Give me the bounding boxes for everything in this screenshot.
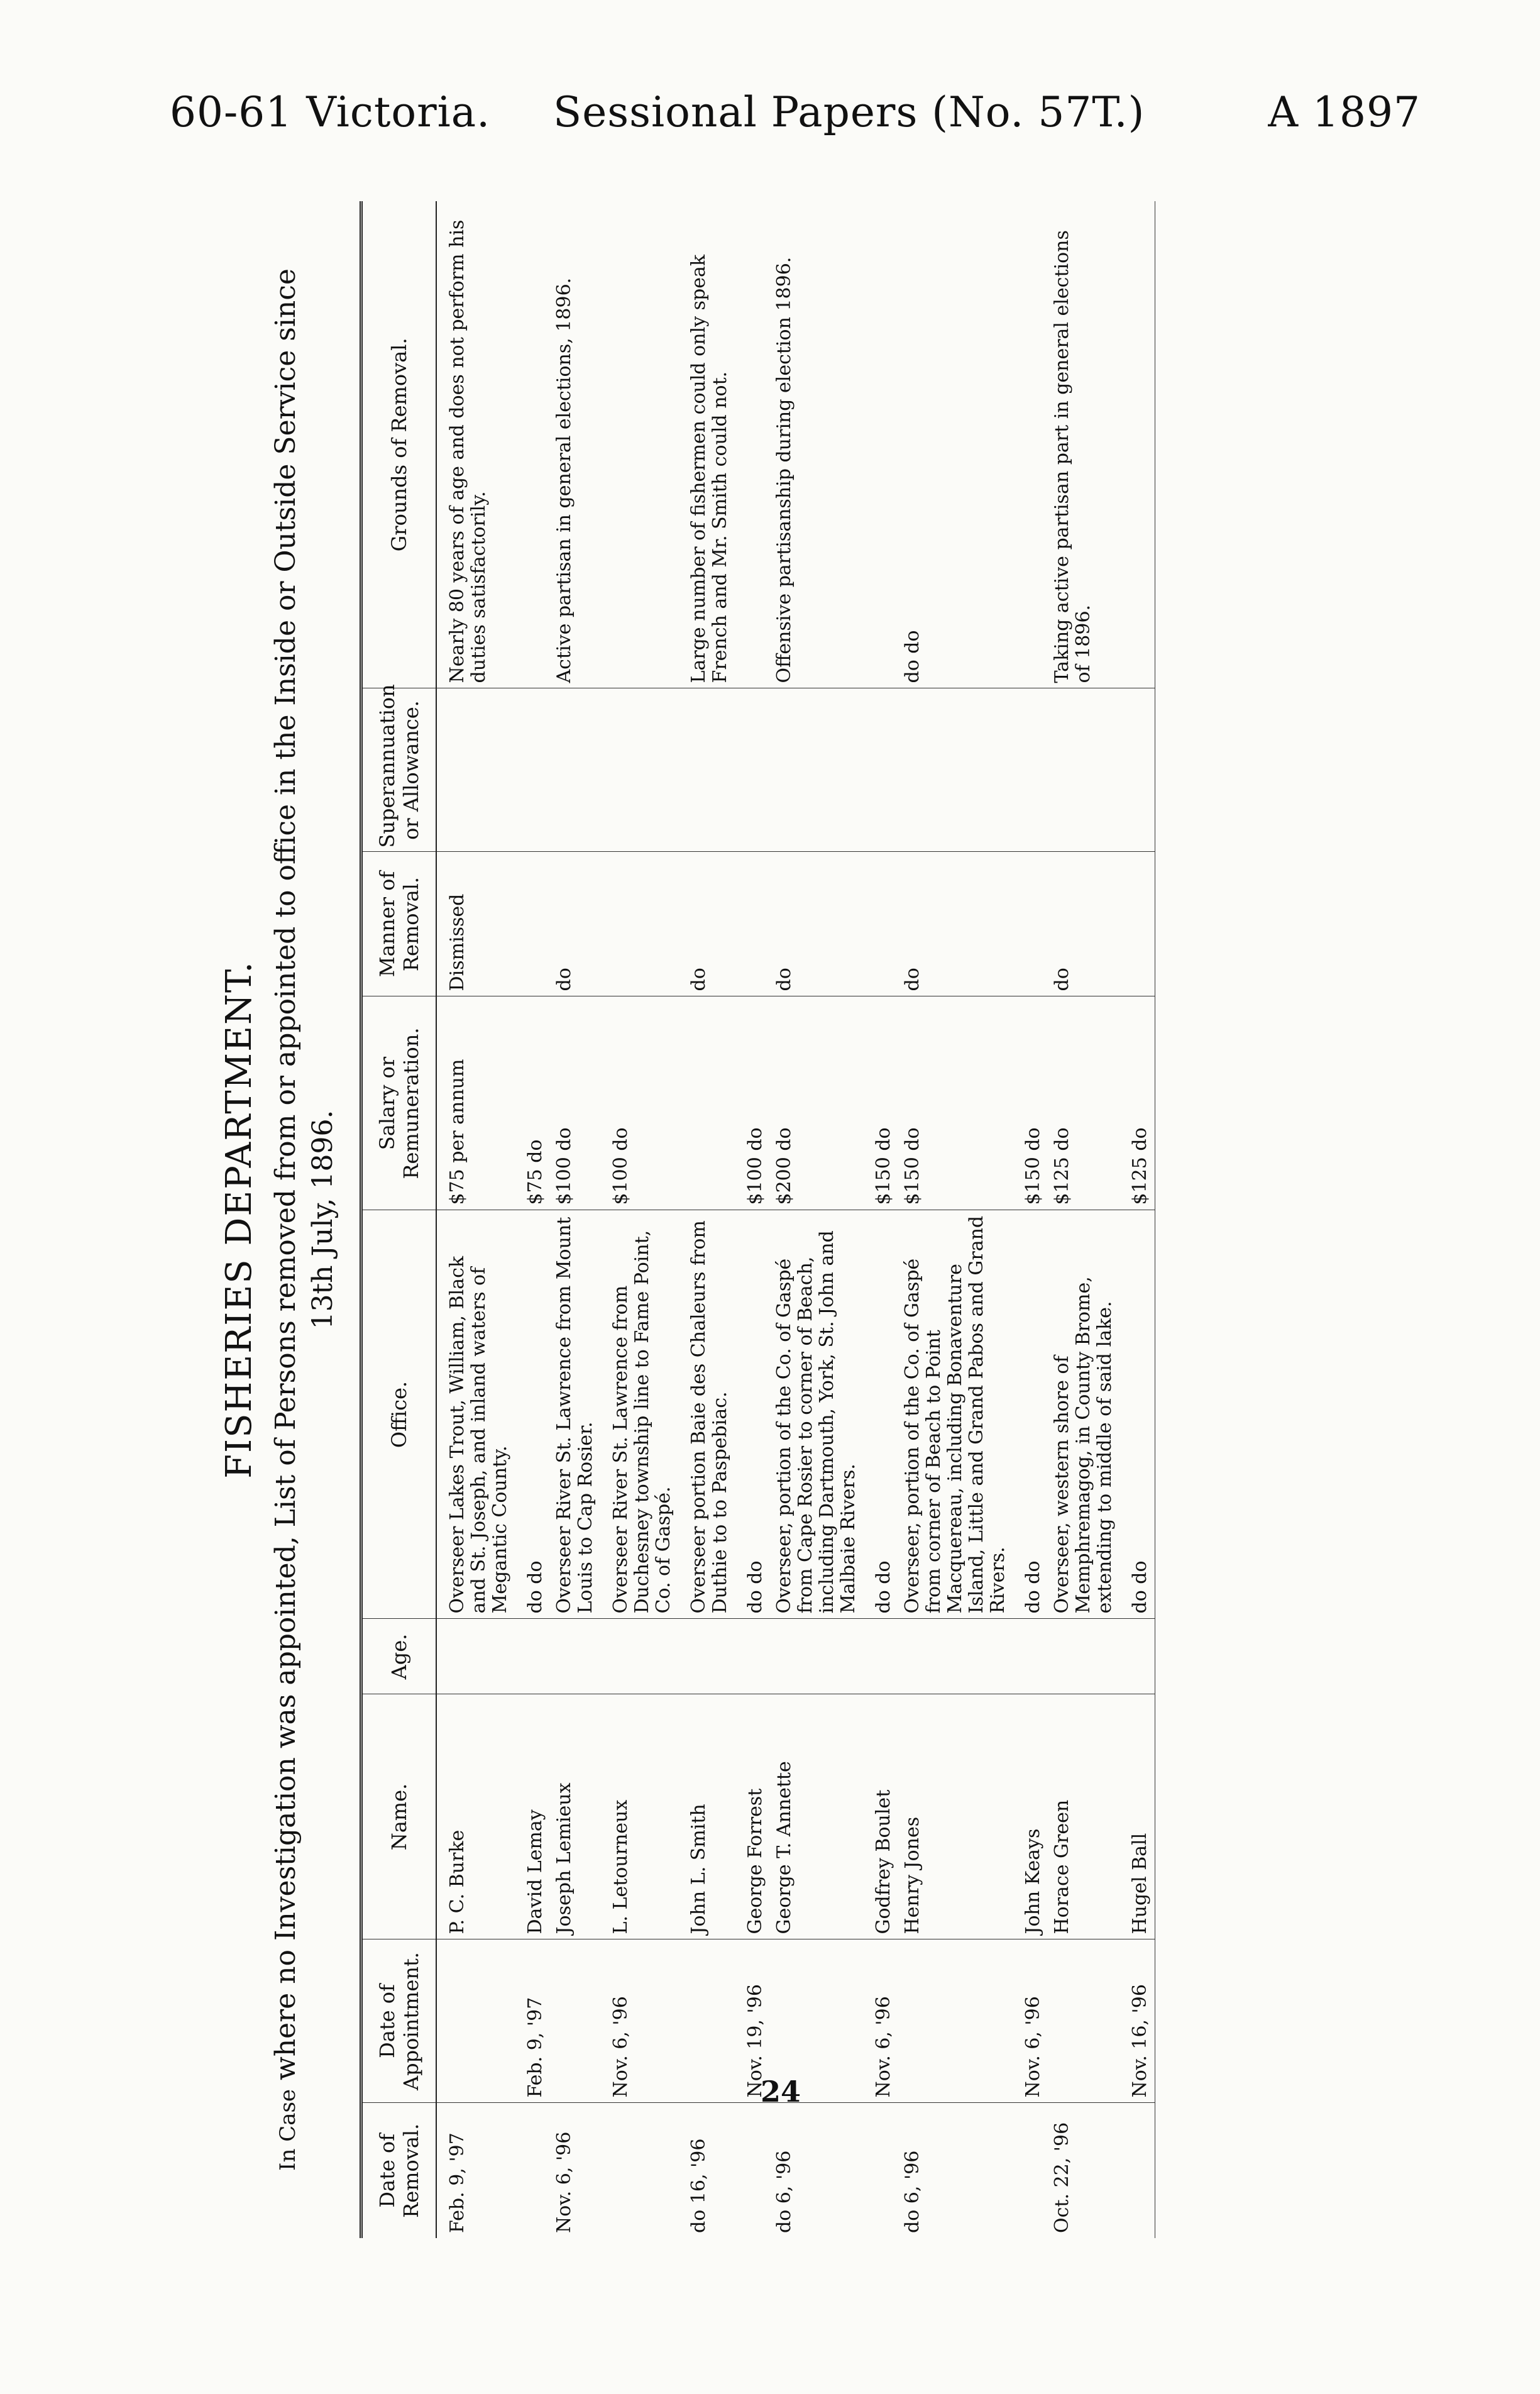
cell-age <box>1119 1619 1155 1694</box>
page-number: 24 <box>761 2075 801 2109</box>
subtitle-lead: In Case <box>275 2088 300 2171</box>
removals-table <box>360 201 1155 2238</box>
col-age: Age. <box>361 1619 437 1694</box>
cell-salary: $200 do <box>770 996 863 1210</box>
cell-manner <box>600 852 678 996</box>
cell-appointment: Nov. 16, '96 <box>1119 1939 1155 2103</box>
header-session: 60-61 Victoria. <box>170 88 491 136</box>
cell-name: L. Letourneux <box>600 1694 678 1939</box>
table-row <box>1013 201 1048 2238</box>
table-row <box>863 201 898 2238</box>
cell-allowance <box>678 688 735 852</box>
cell-age <box>898 1619 1013 1694</box>
cell-appointment <box>1048 1939 1119 2103</box>
cell-appointment: Feb. 9, '97 <box>515 1939 550 2103</box>
cell-office: Overseer, western shore of Memphremagog, in County Brome, extending to middle of said lake. <box>1048 1210 1119 1619</box>
table-row <box>1119 201 1155 2238</box>
cell-appointment: Nov. 6, '96 <box>863 1939 898 2103</box>
cell-removal <box>515 2103 550 2238</box>
cell-age <box>436 1619 515 1694</box>
cell-manner: do <box>678 852 735 996</box>
cell-grounds <box>735 201 770 688</box>
table-row <box>436 201 515 2238</box>
table-row <box>515 201 550 2238</box>
cell-name: David Lemay <box>515 1694 550 1939</box>
cell-grounds <box>1119 201 1155 688</box>
cell-name: Hugel Ball <box>1119 1694 1155 1939</box>
cell-removal: Feb. 9, '97 <box>446 2132 468 2233</box>
cell-salary: $150 do <box>1013 996 1048 1210</box>
cell-allowance <box>735 688 770 852</box>
cell-appointment <box>898 1939 1013 2103</box>
cell-allowance <box>863 688 898 852</box>
cell-removal: Nov. 6, '96 <box>553 2131 575 2233</box>
cell-allowance <box>436 688 515 852</box>
cell-manner <box>863 852 898 996</box>
cell-grounds: Large number of fishermen could only speak French and Mr. Smith could not. <box>678 201 735 688</box>
cell-age <box>600 1619 678 1694</box>
cell-salary: $100 do <box>600 996 678 1210</box>
cell-manner: do <box>1048 852 1119 996</box>
col-name: Name. <box>361 1694 437 1939</box>
cell-appointment <box>436 1939 515 2103</box>
header-year: A 1897 <box>1268 88 1421 136</box>
subtitle-text: where no Investigation was appointed, List of Persons removed from or appointed to office in the Inside or Outside Service since 13th July, 1896. <box>270 268 339 2089</box>
col-office: Office. <box>361 1210 437 1619</box>
col-grounds-of-removal: Grounds of Removal. <box>361 201 437 688</box>
cell-office: do do <box>863 1210 898 1619</box>
cell-allowance <box>515 688 550 852</box>
cell-name: Joseph Lemieux <box>550 1694 600 1939</box>
cell-allowance <box>550 688 600 852</box>
cell-allowance <box>1119 688 1155 852</box>
table-row <box>1048 201 1119 2238</box>
cell-allowance <box>1013 688 1048 852</box>
cell-removal <box>1119 2103 1155 2238</box>
cell-office: do do <box>1013 1210 1048 1619</box>
cell-salary: $100 do <box>550 996 600 1210</box>
header-sessional-papers: Sessional Papers (No. 57T.) <box>553 88 1145 136</box>
cell-name: George Forrest <box>735 1694 770 1939</box>
cell-office: Overseer, portion of the Co. of Gaspé from Cape Rosier to corner of Beach, including Dartmouth, York, St. John and Malbaie Rivers. <box>770 1210 863 1619</box>
cell-age <box>678 1619 735 1694</box>
table-row <box>550 201 600 2238</box>
cell-salary: $125 do <box>1048 996 1119 1210</box>
cell-manner <box>735 852 770 996</box>
cell-removal <box>735 2103 770 2238</box>
cell-office: do do <box>735 1210 770 1619</box>
cell-salary: $100 do <box>735 996 770 1210</box>
cell-age <box>1048 1619 1119 1694</box>
cell-name: John Keays <box>1013 1694 1048 1939</box>
cell-appointment: Nov. 6, '96 <box>600 1939 678 2103</box>
table-subtitle <box>268 239 341 2200</box>
cell-salary: $150 do <box>863 996 898 1210</box>
cell-grounds: Nearly 80 years of age and does not perform his duties satisfactorily. <box>436 201 515 688</box>
cell-grounds <box>1013 201 1048 688</box>
cell-salary: $150 do <box>898 996 1013 1210</box>
cell-removal <box>600 2103 678 2238</box>
cell-office: do do <box>1119 1210 1155 1619</box>
cell-removal: do 6, '96 <box>901 2150 923 2233</box>
cell-salary <box>678 996 735 1210</box>
cell-appointment: Nov. 19, '96 <box>735 1939 770 2103</box>
cell-grounds: Offensive partisanship during election 1896. <box>770 201 863 688</box>
cell-appointment: Nov. 6, '96 <box>1013 1939 1048 2103</box>
cell-age <box>735 1619 770 1694</box>
col-date-of-removal: Date of Removal. <box>361 2103 437 2238</box>
cell-appointment <box>678 1939 735 2103</box>
cell-age <box>863 1619 898 1694</box>
cell-grounds <box>600 201 678 688</box>
cell-manner: Dismissed <box>436 852 515 996</box>
cell-salary: $125 do <box>1119 996 1155 1210</box>
cell-office: do do <box>515 1210 550 1619</box>
cell-office: Overseer, portion of the Co. of Gaspé from corner of Beach to Point Macquereau, including Bonaventure Island, Little and Grand Pabos and Grand Rivers. <box>898 1210 1013 1619</box>
cell-office: Overseer River St. Lawrence from Mount Louis to Cap Rosier. <box>550 1210 600 1619</box>
cell-manner: do <box>898 852 1013 996</box>
cell-manner <box>515 852 550 996</box>
table-header-row <box>361 201 437 2238</box>
col-manner-of-removal: Manner of Removal. <box>361 852 437 996</box>
col-salary: Salary or Remuneration. <box>361 996 437 1210</box>
cell-allowance <box>898 688 1013 852</box>
cell-appointment <box>550 1939 600 2103</box>
cell-office: Overseer portion Baie des Chaleurs from Duthie to to Paspebiac. <box>678 1210 735 1619</box>
cell-grounds <box>515 201 550 688</box>
cell-name: Godfrey Boulet <box>863 1694 898 1939</box>
cell-name: John L. Smith <box>678 1694 735 1939</box>
cell-allowance <box>600 688 678 852</box>
cell-name: Henry Jones <box>898 1694 1013 1939</box>
col-date-of-appointment: Date of Appointment. <box>361 1939 437 2103</box>
cell-manner: do <box>770 852 863 996</box>
cell-manner <box>1013 852 1048 996</box>
cell-grounds: Taking active partisan part in general elections of 1896. <box>1048 201 1119 688</box>
cell-removal <box>863 2103 898 2238</box>
cell-grounds: do do <box>898 201 1013 688</box>
cell-grounds: Active partisan in general elections, 1896. <box>550 201 600 688</box>
cell-allowance <box>1048 688 1119 852</box>
cell-name: P. C. Burke <box>436 1694 515 1939</box>
cell-salary: $75 do <box>515 996 550 1210</box>
cell-office: Overseer Lakes Trout, William, Black and St. Joseph, and inland waters of Megantic County. <box>436 1210 515 1619</box>
cell-age <box>770 1619 863 1694</box>
cell-removal <box>1013 2103 1048 2238</box>
col-superannuation: Superannuation or Allowance. <box>361 688 437 852</box>
cell-grounds <box>863 201 898 688</box>
cell-salary: $75 per annum <box>436 996 515 1210</box>
cell-name: Horace Green <box>1048 1694 1119 1939</box>
cell-age <box>550 1619 600 1694</box>
table-row <box>735 201 770 2238</box>
rotated-table-region <box>214 201 1446 2238</box>
cell-age <box>1013 1619 1048 1694</box>
cell-removal: Oct. 22, '96 <box>1051 2122 1073 2233</box>
table-row <box>600 201 678 2238</box>
table-row <box>678 201 735 2238</box>
cell-removal: do 16, '96 <box>688 2138 710 2233</box>
cell-name: George T. Annette <box>770 1694 863 1939</box>
department-title: FISHERIES DEPARTMENT. <box>219 961 260 1479</box>
table-row <box>898 201 1013 2238</box>
cell-manner <box>1119 852 1155 996</box>
cell-removal: do 6, '96 <box>773 2150 795 2233</box>
cell-office: Overseer River St. Lawrence from Duchesney township line to Fame Point, Co. of Gaspé. <box>600 1210 678 1619</box>
table-row <box>770 201 863 2238</box>
cell-manner: do <box>550 852 600 996</box>
cell-allowance <box>770 688 863 852</box>
cell-age <box>515 1619 550 1694</box>
